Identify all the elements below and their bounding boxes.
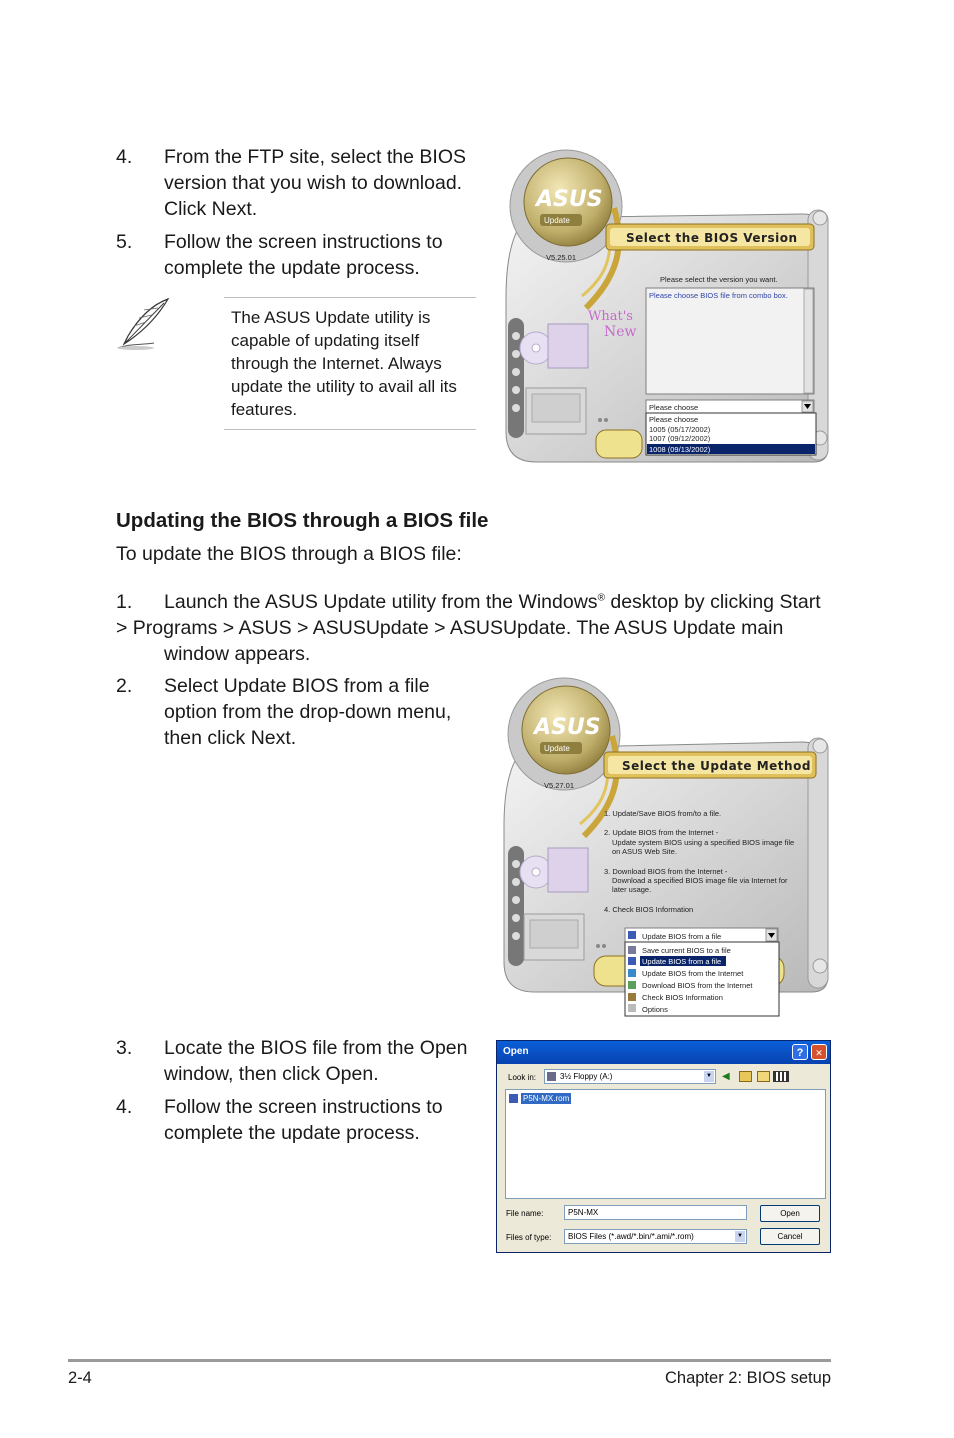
- update-badge: Update: [544, 216, 570, 225]
- chevron-down-icon[interactable]: ▼: [735, 1231, 745, 1242]
- svg-text:Options[interactable]: Options: [642, 1005, 668, 1014]
- section-intro: To update the BIOS through a BIOS file:: [116, 543, 462, 565]
- whats-new-label: What's: [588, 309, 633, 324]
- file-list[interactable]: [505, 1089, 826, 1199]
- floppy-drive-icon: [547, 1072, 556, 1081]
- svg-text:Please choose: Please choose: [649, 403, 699, 412]
- svg-text:1008 (09/13/2002)[interactable]: 1008 (09/13/2002): [649, 445, 711, 454]
- step-5-top: 5. Follow the screen instructions to complete the update process.: [116, 231, 443, 279]
- step-3: 3. Locate the BIOS file from the Open window, then click Open.: [116, 1037, 468, 1085]
- floppy-icon: [628, 946, 636, 954]
- svg-text:Check BIOS Information[interactable]: Check BIOS Information: [642, 993, 723, 1002]
- dialog-title: Open: [503, 1046, 529, 1057]
- file-name-input[interactable]: P5N-MX: [564, 1205, 747, 1220]
- view-menu-icon[interactable]: [773, 1071, 789, 1082]
- chevron-down-icon[interactable]: ▼: [704, 1071, 714, 1082]
- file-name-label: File name:: [506, 1209, 544, 1218]
- svg-text:Update BIOS from a file: Update BIOS from a file: [642, 932, 722, 941]
- svg-text:Update system BIOS using a spe: Update system BIOS using a specified BIOS image file: [612, 838, 795, 847]
- globe-icon: [628, 969, 636, 977]
- section-title: Updating the BIOS through a BIOS file: [116, 509, 489, 532]
- help-button[interactable]: ?: [792, 1044, 808, 1060]
- bios-list-box[interactable]: [646, 288, 814, 394]
- svg-text:New: New: [604, 324, 637, 340]
- method-3: 3. Download BIOS from the Internet -: [604, 867, 728, 876]
- svg-text:Please choose: Please choose: [649, 415, 699, 424]
- open-file-dialog: [496, 1040, 831, 1253]
- note-top-rule: [224, 297, 476, 298]
- step-header-title: Select the Update Method: [622, 759, 811, 773]
- svg-text:Download BIOS from the Interne[interactable]: Download BIOS from the Internet: [642, 981, 753, 990]
- prompt-text: Please select the version you want.: [660, 275, 778, 284]
- step-4-top: 4. From the FTP site, select the BIOS version that you wish to download. Click Next.: [116, 146, 466, 220]
- chip-icon: [628, 931, 636, 939]
- feather-quill-icon: [114, 296, 174, 352]
- method-2: 2. Update BIOS from the Internet -: [604, 828, 719, 837]
- open-button[interactable]: Open: [760, 1205, 820, 1222]
- bios-file-icon: [509, 1094, 518, 1103]
- cancel-button[interactable]: Cancel: [760, 1228, 820, 1245]
- svg-text:Save current BIOS to a file[interactable]: Save current BIOS to a file: [642, 946, 731, 955]
- files-of-type-select[interactable]: BIOS Files (*.awd/*.bin/*.ami/*.rom) ▼: [564, 1229, 747, 1244]
- asus-logo: ASUS: [536, 187, 603, 212]
- file-item[interactable]: P5N-MX.rom: [523, 1094, 570, 1103]
- note-text: The ASUS Update utility is capable of updating itself through the Internet. Always update the utility to avail all its features.: [231, 308, 457, 419]
- back-icon[interactable]: ◀: [722, 1071, 730, 1082]
- asus-logo: ASUS: [534, 715, 601, 740]
- svg-text:Please choose BIOS file from c: Please choose BIOS file from combo box.: [649, 291, 788, 300]
- step-4: 4. Follow the screen instructions to complete the update process.: [116, 1096, 443, 1144]
- up-folder-icon[interactable]: [739, 1071, 752, 1082]
- dialog-title-bar[interactable]: [497, 1041, 830, 1064]
- update-badge: Update: [544, 744, 570, 753]
- close-button[interactable]: ✕: [811, 1044, 827, 1060]
- method-4: 4. Check BIOS Information: [604, 905, 694, 914]
- options-icon: [628, 1004, 636, 1012]
- svg-text:Download a specified BIOS imag: Download a specified BIOS image file via Internet for: [612, 876, 788, 885]
- files-of-type-label: Files of type:: [506, 1233, 552, 1242]
- asus-update-window-update-method: [494, 676, 832, 1018]
- chapter-label: Chapter 2: BIOS setup: [664, 1369, 831, 1387]
- asus-update-window-bios-version: [496, 148, 832, 466]
- new-folder-icon[interactable]: [757, 1071, 770, 1082]
- magnifier-icon: [628, 993, 636, 1001]
- footer-rule: [68, 1359, 831, 1362]
- svg-text:on ASUS Web Site.: on ASUS Web Site.: [612, 847, 677, 856]
- svg-text:later usage.: later usage.: [612, 885, 652, 894]
- step-header-title: Select the BIOS Version: [626, 231, 798, 245]
- look-in-label: Look in:: [508, 1073, 537, 1082]
- step-1: 1. Launch the ASUS Update utility from the Windows® desktop by clicking Start > Programs > ASUS > ASUSUpdate > ASUSUpdate. The ASUS Update main window appears.: [116, 591, 821, 665]
- svg-text:Update BIOS from the Internet[interactable]: Update BIOS from the Internet: [642, 969, 744, 978]
- page-number: 2-4: [68, 1369, 92, 1387]
- method-1: 1. Update/Save BIOS from/to a file.: [604, 809, 722, 818]
- svg-text:1005 (05/17/2002): 1005 (05/17/2002): [649, 425, 711, 434]
- download-icon: [628, 981, 636, 989]
- svg-text:1007 (09/12/2002): 1007 (09/12/2002): [649, 434, 711, 443]
- look-in-select[interactable]: 3½ Floppy (A:) ▼: [544, 1069, 716, 1084]
- note-bottom-rule: [224, 429, 476, 430]
- step-2: 2. Select Update BIOS from a file option from the drop-down menu, then click Next.: [116, 675, 452, 749]
- svg-text:Update BIOS from a file[interactable]: Update BIOS from a file: [642, 957, 722, 966]
- version-label: V5.25.01: [546, 253, 577, 262]
- version-label: V5.27.01: [544, 781, 575, 790]
- chip-icon: [628, 957, 636, 965]
